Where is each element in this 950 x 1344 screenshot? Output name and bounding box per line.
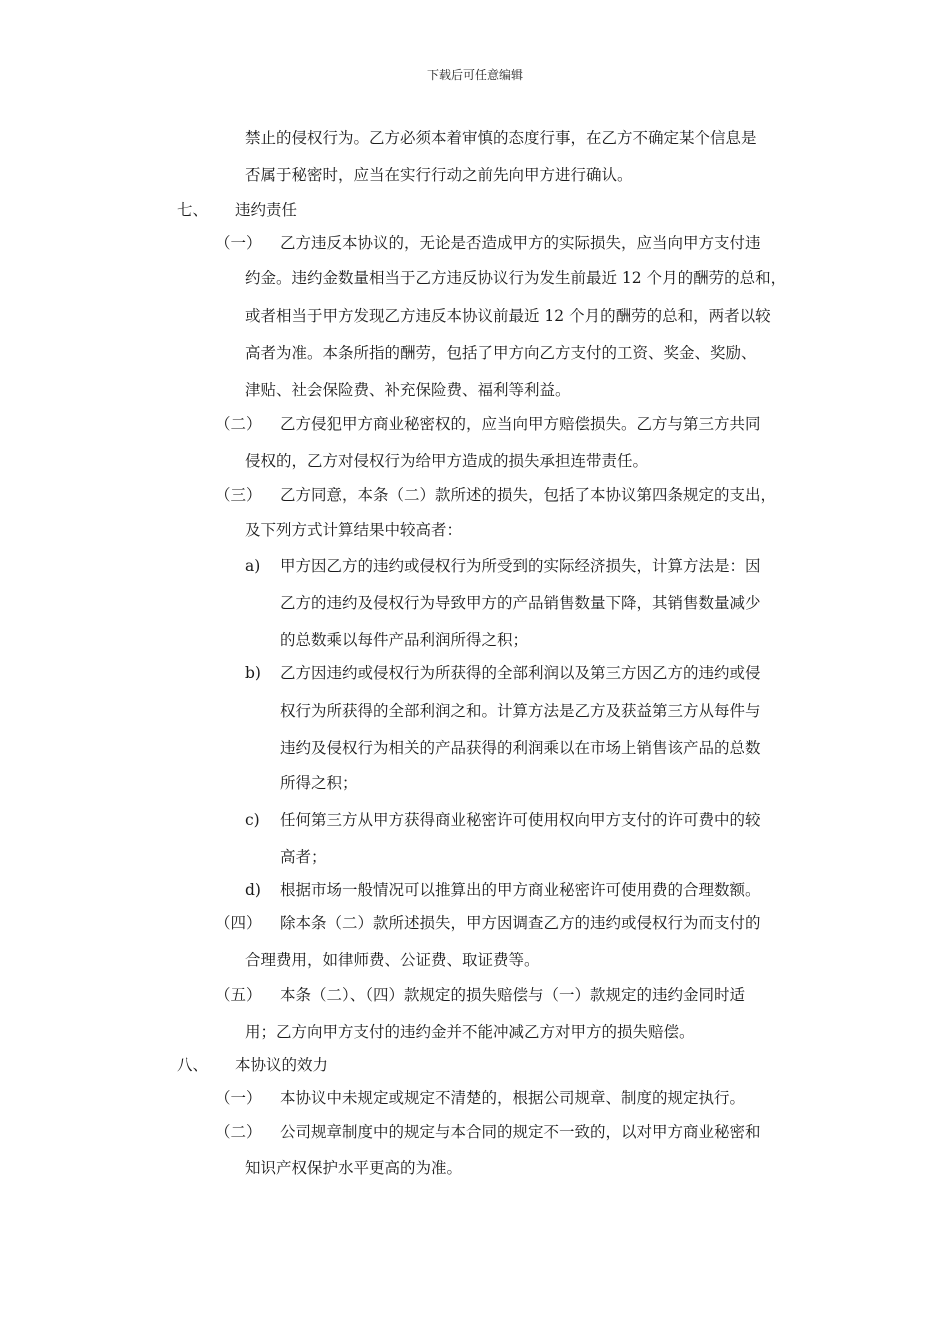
clause-number: （二）	[215, 1123, 262, 1141]
body-line: 津贴、社会保险费、补充保险费、福利等利益。	[245, 381, 571, 399]
clause-number: （一）	[215, 1089, 262, 1107]
body-line: 本条（二）、（四）款规定的损失赔偿与（一）款规定的违约金同时适	[280, 986, 746, 1004]
item-marker: c)	[245, 811, 260, 829]
body-line: 禁止的侵权行为。乙方必须本着审慎的态度行事，在乙方不确定某个信息是	[245, 129, 757, 147]
body-line: 侵权的，乙方对侵权行为给甲方造成的损失承担连带责任。	[245, 452, 649, 470]
body-line: 高者；	[280, 848, 327, 866]
body-line: 公司规章制度中的规定与本合同的规定不一致的，以对甲方商业秘密和	[280, 1123, 761, 1141]
page-header: 下载后可任意编辑	[426, 68, 523, 82]
clause-number: （一）	[215, 234, 262, 252]
body-line: 及下列方式计算结果中较高者：	[245, 521, 463, 539]
clause-number: （四）	[215, 914, 262, 932]
body-line: 约金。违约金数量相当于乙方违反协议行为发生前最近 12 个月的酬劳的总和，	[245, 269, 787, 287]
item-marker: a)	[245, 557, 261, 575]
body-line: 乙方侵犯甲方商业秘密权的，应当向甲方赔偿损失。乙方与第三方共同	[280, 415, 761, 433]
body-line: 乙方因违约或侵权行为所获得的全部利润以及第三方因乙方的违约或侵	[280, 664, 761, 682]
body-line: 任何第三方从甲方获得商业秘密许可使用权向甲方支付的许可费中的较	[280, 811, 761, 829]
clause-number: （二）	[215, 415, 262, 433]
section-title: 本协议的效力	[235, 1056, 329, 1074]
body-line: 除本条（二）款所述损失，甲方因调查乙方的违约或侵权行为而支付的	[280, 914, 761, 932]
body-line: 否属于秘密时，应当在实行行动之前先向甲方进行确认。	[245, 166, 633, 184]
body-line: 的总数乘以每件产品利润所得之积；	[280, 631, 529, 649]
body-line: 本协议中未规定或规定不清楚的，根据公司规章、制度的规定执行。	[280, 1089, 746, 1107]
clause-number: （五）	[215, 986, 262, 1004]
item-marker: d)	[245, 881, 261, 899]
clause-number: （三）	[215, 486, 262, 504]
body-line: 根据市场一般情况可以推算出的甲方商业秘密许可使用费的合理数额。	[280, 881, 761, 899]
section-number: 八、	[177, 1056, 209, 1074]
item-marker: b)	[245, 664, 261, 682]
body-line: 高者为准。本条所指的酬劳，包括了甲方向乙方支付的工资、奖金、奖励、	[245, 344, 757, 362]
body-line: 甲方因乙方的违约或侵权行为所受到的实际经济损失，计算方法是：因	[280, 557, 761, 575]
section-number: 七、	[177, 201, 209, 219]
body-line: 乙方同意，本条（二）款所述的损失，包括了本协议第四条规定的支出，	[280, 486, 777, 504]
body-line: 乙方违反本协议的，无论是否造成甲方的实际损失，应当向甲方支付违	[280, 234, 761, 252]
body-line: 用；乙方向甲方支付的违约金并不能冲减乙方对甲方的损失赔偿。	[245, 1023, 695, 1041]
body-line: 合理费用，如律师费、公证费、取证费等。	[245, 951, 540, 969]
section-title: 违约责任	[235, 201, 298, 219]
body-line: 违约及侵权行为相关的产品获得的利润乘以在市场上销售该产品的总数	[280, 739, 761, 757]
body-line: 所得之积；	[280, 774, 358, 792]
body-line: 乙方的违约及侵权行为导致甲方的产品销售数量下降，其销售数量减少	[280, 594, 761, 612]
body-line: 权行为所获得的全部利润之和。计算方法是乙方及获益第三方从每件与	[280, 702, 761, 720]
body-line: 知识产权保护水平更高的为准。	[245, 1159, 463, 1177]
body-line: 或者相当于甲方发现乙方违反本协议前最近 12 个月的酬劳的总和，两者以较	[245, 307, 771, 325]
